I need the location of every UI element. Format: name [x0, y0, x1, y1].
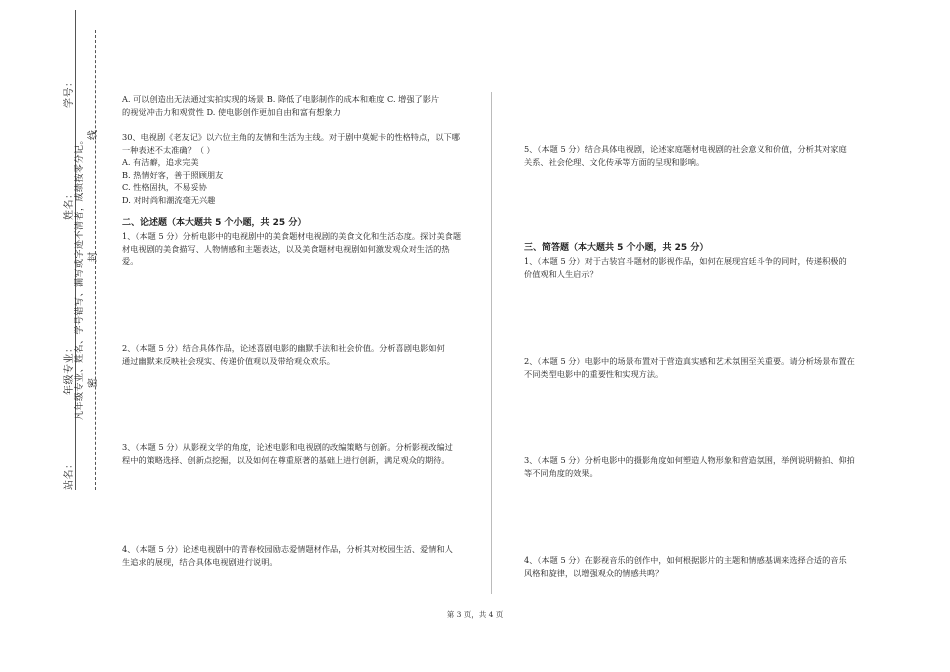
option-a: A. 有洁癖，追求完美: [122, 157, 199, 167]
seal-mark-line: 线: [88, 129, 99, 140]
short-answer-3: 3、（本题 5 分）分析电影中的摄影角度如何塑造人物形象和营造氛围，举例说明俯拍、仰拍 等不同角度的效果。: [524, 455, 855, 478]
binding-margin: [0, 0, 110, 672]
essay-question-1: 1、（本题 5 分）分析电影中的电视剧中的美食题材电视剧的美食文化和生活态度。探讨美食题 材电视剧的美食描写、人物情感和主题表达，以及美食题材电视剧如何激发观众对生活的热 爱。: [122, 231, 462, 266]
option-d: D. 对时尚和潮流毫无兴趣: [122, 194, 216, 205]
essay-question-2: 2、（本题 5 分）结合具体作品，论述喜剧电影的幽默手法和社会价值。分析喜剧电影如何 通过幽默来反映社会现实、传递价值观以及带给观众欢乐。: [122, 343, 445, 366]
section-2-title: 二、论述题（本大题共 5 个小题，共 25 分）: [122, 218, 307, 228]
option-c: C. 性格固执，不易妥协: [122, 182, 207, 192]
student-id-label: 学号：: [64, 76, 75, 108]
question-29-options: A. 可以创造出无法通过实拍实现的场景 B. 降低了电影制作的成本和难度 C. 增强了影片 的视觉冲击力和观赏性 D. 使电影创作更加自由和富有想象力: [122, 94, 440, 117]
short-answer-4: 4、（本题 5 分）在影视音乐的创作中，如何根据影片的主题和情感基调来选择合适的音乐 风格和旋律，以增强观众的情感共鸣？: [524, 555, 847, 578]
question-30: 30、电视剧《老友记》以六位主角的友情和生活为主线。对于剧中莫妮卡的性格特点，以下哪 一种表述不太准确？（ ） A. 有洁癖，追求完美 B. 热情好客，善于照顾朋友 C. 性格固执，不易妥协 D. 对时尚和潮流毫无兴趣: [122, 131, 472, 206]
name-label: 姓名：: [64, 188, 75, 220]
column-divider: [491, 92, 492, 594]
essay-question-4: 4、（本题 5 分）论述电视剧中的青春校园励志爱情题材作品，分析其对校园生活、爱情和人 生追求的展现，结合具体电视剧进行说明。: [122, 544, 453, 567]
seal-mark-seal: 封: [88, 251, 99, 262]
warning-text-inner: 凡年级专业、姓名、学号错写、漏写或字迹不清者，成绩按零分记。: [75, 134, 85, 420]
question-30-stem: 30、电视剧《老友记》以六位主角的友情和生活为主线。对于剧中莫妮卡的性格特点，以下哪: [122, 132, 460, 142]
essay-question-5: 5、（本题 5 分）结合具体电视剧，论述家庭题材电视剧的社会意义和价值，分析其对家庭 关系、社会伦理、文化传承等方面的呈现和影响。: [524, 144, 847, 167]
seal-mark-secret: 密: [88, 377, 99, 388]
short-answer-2: 2、（本题 5 分）电影中的场景布置对于营造真实感和艺术氛围至关重要。请分析场景布置在 不同类型电影中的重要性和实现方法。: [524, 356, 855, 379]
option-b: B. 热情好客，善于照顾朋友: [122, 169, 224, 180]
page-number: 第 3 页，共 4 页: [446, 610, 504, 619]
section-3-title: 三、简答题（本大题共 5 个小题，共 25 分）: [524, 243, 709, 253]
essay-question-3: 3、（本题 5 分）从影视文学的角度，论述电影和电视剧的改编策略与创新。分析影视改编过 程中的策略选择、创新点挖掘，以及如何在尊重原著的基础上进行创新，满足观众的期待。: [122, 442, 453, 465]
major-label: 年级专业：: [64, 342, 75, 395]
school-label: 站名：: [64, 458, 75, 490]
short-answer-1: 1、（本题 5 分）对于古装宫斗题材的影视作品，如何在展现宫廷斗争的同时，传递积极的 价值观和人生启示？: [524, 256, 847, 279]
